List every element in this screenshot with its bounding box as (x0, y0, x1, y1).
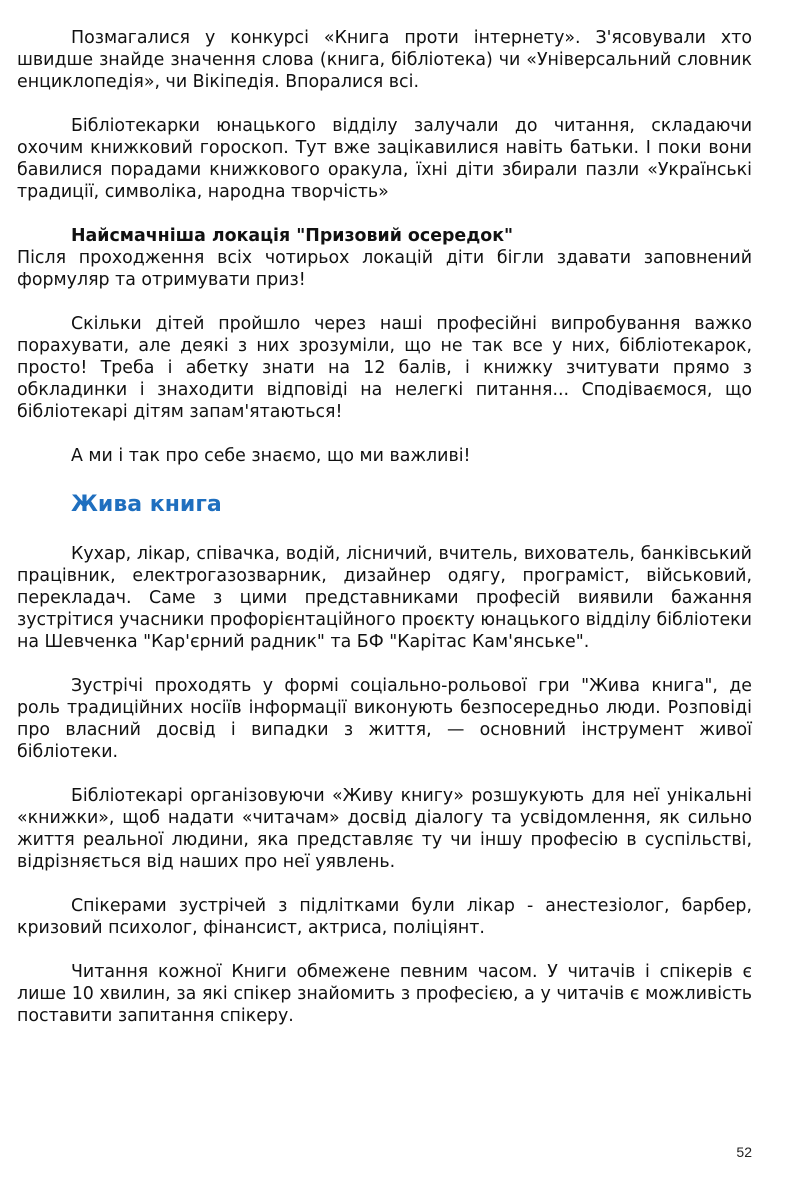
paragraph-reading-time: Читання кожної Книги обмежене певним часом. У читачів і спікерів є лише 10 хвилин, за які спікер знайомить з професією, а у читачів є можливість поставити запитання спікеру. (17, 962, 752, 1026)
paragraph-prize-location: Після проходження всіх чотирьох локацій діти бігли здавати заповнений формуляр та отримувати приз! (17, 248, 752, 290)
paragraph-we-are-important: А ми і так про себе знаємо, що ми важливі! (71, 446, 471, 466)
section-title-living-book: Жива книга (71, 492, 222, 517)
paragraph-living-book-format: Зустрічі проходять у формі соціально-рольової гри "Жива книга", де роль традиційних носіїв інформації виконують безпосередньо люди. Розповіді про власний досвід і випадки з життя, — основний інструмент живої бібліотеки. (17, 676, 752, 762)
paragraph-librarians-organize: Бібліотекарі організовуючи «Живу книгу» розшукують для неї унікальні «книжки», щоб надати «читачам» досвід діалогу та усвідомлення, як сильно життя реальної людини, яка представляє ту чи іншу професію в суспільстві, відрізняється від наших про неї уявлень. (17, 786, 752, 872)
paragraph-professional-trials: Скільки дітей пройшло через наші професійні випробування важко порахувати, але деякі з них зрозуміли, що не так все у них, бібліотекарок, просто! Треба і абетку знати на 12 балів, і книжку зчитувати прямо з обкладинки і знаходити відповіді на нелегкі питання... Сподіваємося, що бібліотекарі дітям запам'ятаються! (17, 314, 752, 422)
paragraph-book-horoscope: Бібліотекарки юнацького відділу залучали до читання, складаючи охочим книжковий гороскоп. Тут вже зацікавилися навіть батьки. І поки вони бавилися порадами книжкового оракула, їхні діти збирали пазли «Українські традиції, символіка, народна творчість» (17, 116, 752, 202)
subheading-prize-location: Найсмачніша локація "Призовий осередок" (71, 226, 514, 246)
page-number: 52 (736, 1144, 752, 1160)
paragraph-book-vs-internet: Позмагалися у конкурсі «Книга проти інтернету». З'ясовували хто швидше знайде значення слова (книга, бібліотека) чи «Універсальний словник енциклопедія», чи Вікіпедія. Впоралися всі. (17, 28, 752, 92)
paragraph-professions-list: Кухар, лікар, співачка, водій, лісничий, вчитель, вихователь, банківський працівник, електрогазозварник, дизайнер одягу, програміст, військовий, перекладач. Саме з цими представниками професій виявили бажання зустрітися учасники профорієнтаційного проєкту юнацького відділу бібліотеки на Шевченка "Кар'єрний радник" та БФ "Карітас Кам'янське". (17, 544, 752, 652)
paragraph-speakers: Спікерами зустрічей з підлітками були лікар - анестезіолог, барбер, кризовий психолог, фінансист, актриса, поліціянт. (17, 896, 752, 938)
